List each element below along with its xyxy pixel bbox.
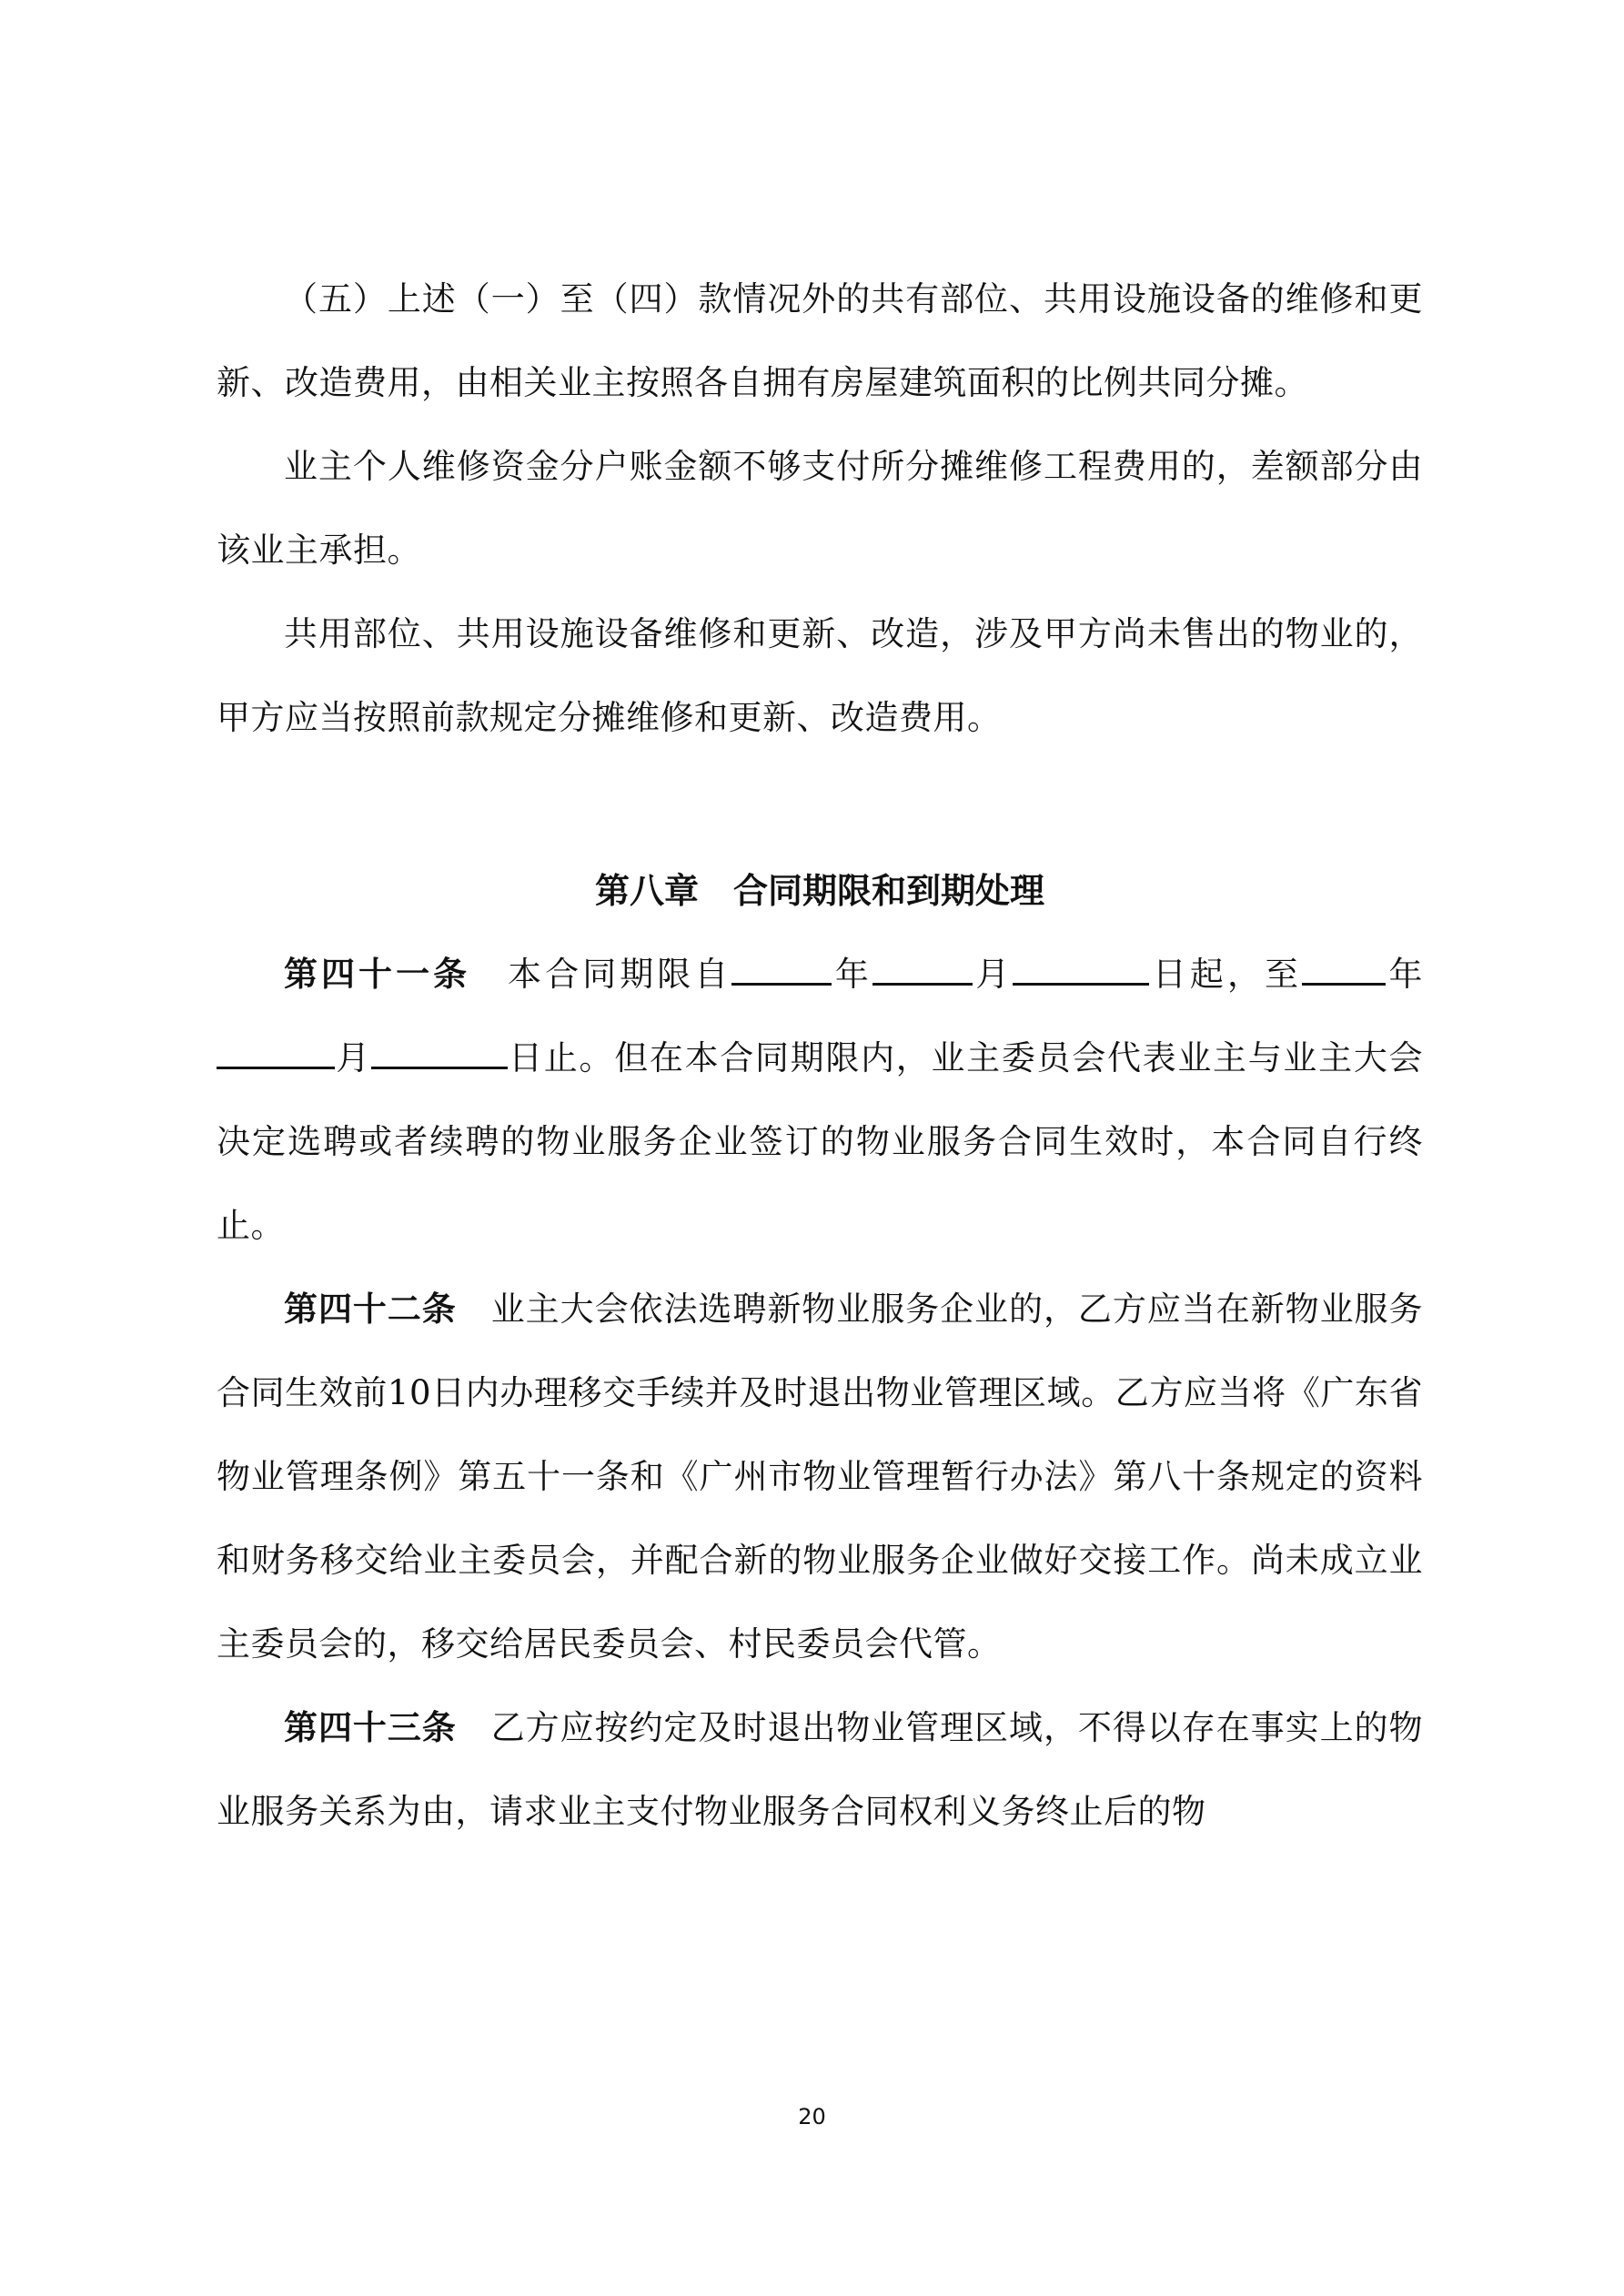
article-43-text: 乙方应按约定及时退出物业管理区域，不得以存在事实上的物业服务关系为由，请求业主支付物业服务合同权利义务终止后的物: [217, 1708, 1423, 1831]
article-41-text: 日止。但在本合同期限内，业主委员会代表业主与业主大会决定选聘或者续聘的物业服务企业签订的物业服务合同生效时，本合同自行终止。: [217, 1038, 1424, 1245]
page-number: 20: [798, 2104, 826, 2129]
article-41-label: 第四十一条: [284, 955, 471, 994]
paragraph-shortfall: 业主个人维修资金分户账金额不够支付所分摊维修工程费用的，差额部分由该业主承担。: [217, 447, 1423, 570]
start-month-blank[interactable]: [873, 956, 973, 986]
end-day-blank[interactable]: [371, 1039, 508, 1069]
end-year-blank[interactable]: [1302, 956, 1386, 986]
article-41: [217, 933, 1423, 1268]
month-label: 月: [335, 1038, 371, 1077]
article-43-label: 第四十三条: [284, 1708, 457, 1747]
paragraph-unsold-property: 共用部位、共用设施设备维修和更新、改造，涉及甲方尚未售出的物业的，甲方应当按照前款规定分摊维修和更新、改造费用。: [217, 614, 1423, 737]
document-page: [217, 258, 1423, 1854]
year-label: 年: [1386, 955, 1424, 994]
month-label: 月: [972, 955, 1014, 994]
paragraph-cost-sharing: （五）上述（一）至（四）款情况外的共有部位、共用设施设备的维修和更新、改造费用，由相关业主按照各自拥有房屋建筑面积的比例共同分摊。: [217, 279, 1423, 402]
article-42-label: 第四十二条: [284, 1290, 457, 1329]
start-year-blank[interactable]: [731, 956, 832, 986]
year-label: 年: [832, 955, 873, 994]
start-day-blank[interactable]: [1013, 956, 1149, 986]
article-42-text: 业主大会依法选聘新物业服务企业的，乙方应当在新物业服务合同生效前10日内办理移交手续并及时退出物业管理区域。乙方应当将《广东省物业管理条例》第五十一条和《广州市物业管理暂行办法》第八十条规定的资料和财务移交给业主委员会，并配合新的物业服务企业做好交接工作。尚未成立业主委员会的，移交给居民委员会、村民委员会代管。: [217, 1290, 1423, 1664]
article-43: [217, 1686, 1423, 1854]
chapter-heading: 第八章 合同期限和到期处理: [594, 871, 1044, 911]
article-42: [217, 1268, 1423, 1686]
end-month-blank[interactable]: [217, 1039, 335, 1069]
article-41-text: 本合同期限自: [508, 955, 732, 994]
day-label: 日起，至: [1149, 955, 1303, 994]
